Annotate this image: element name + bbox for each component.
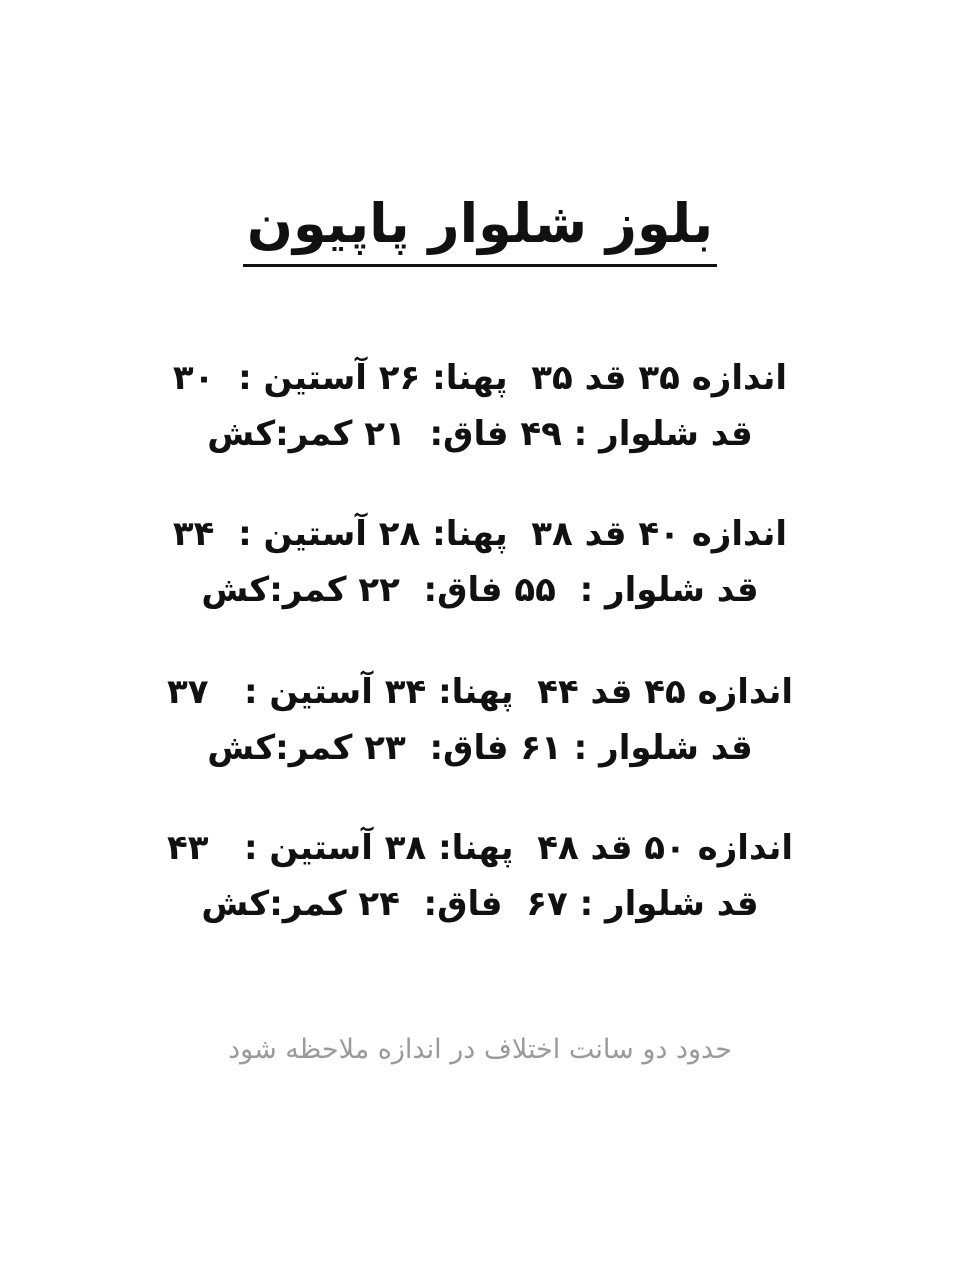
- size-block-40: [0, 506, 960, 618]
- size-block-35: [0, 350, 960, 462]
- size-block-45: [0, 664, 960, 776]
- size-50-pants-measurements: قد شلوار : ۶۷ فاق: ۲۴ کمر:کش: [201, 884, 759, 924]
- page-title: بلوز شلوار پاپیون: [243, 188, 717, 267]
- size-50-top-measurements: اندازه ۵۰ قد ۴۸ پهنا: ۳۸ آستین : ۴۳: [166, 828, 794, 868]
- size-block-50: [0, 820, 960, 932]
- size-40-top-measurements: اندازه ۴۰ قد ۳۸ پهنا: ۲۸ آستین : ۳۴: [172, 514, 788, 554]
- size-40-pants-measurements: قد شلوار : ۵۵ فاق: ۲۲ کمر:کش: [201, 570, 759, 610]
- size-45-pants-measurements: قد شلوار : ۶۱ فاق: ۲۳ کمر:کش: [207, 728, 753, 768]
- size-45-top-measurements: اندازه ۴۵ قد ۴۴ پهنا: ۳۴ آستین : ۳۷: [166, 672, 794, 712]
- title-container: [0, 188, 960, 267]
- size-35-pants-measurements: قد شلوار : ۴۹ فاق: ۲۱ کمر:کش: [207, 414, 753, 454]
- tolerance-note: حدود دو سانت اختلاف در اندازه ملاحظه شود: [228, 1034, 732, 1065]
- size-35-top-measurements: اندازه ۳۵ قد ۳۵ پهنا: ۲۶ آستین : ۳۰: [172, 358, 788, 398]
